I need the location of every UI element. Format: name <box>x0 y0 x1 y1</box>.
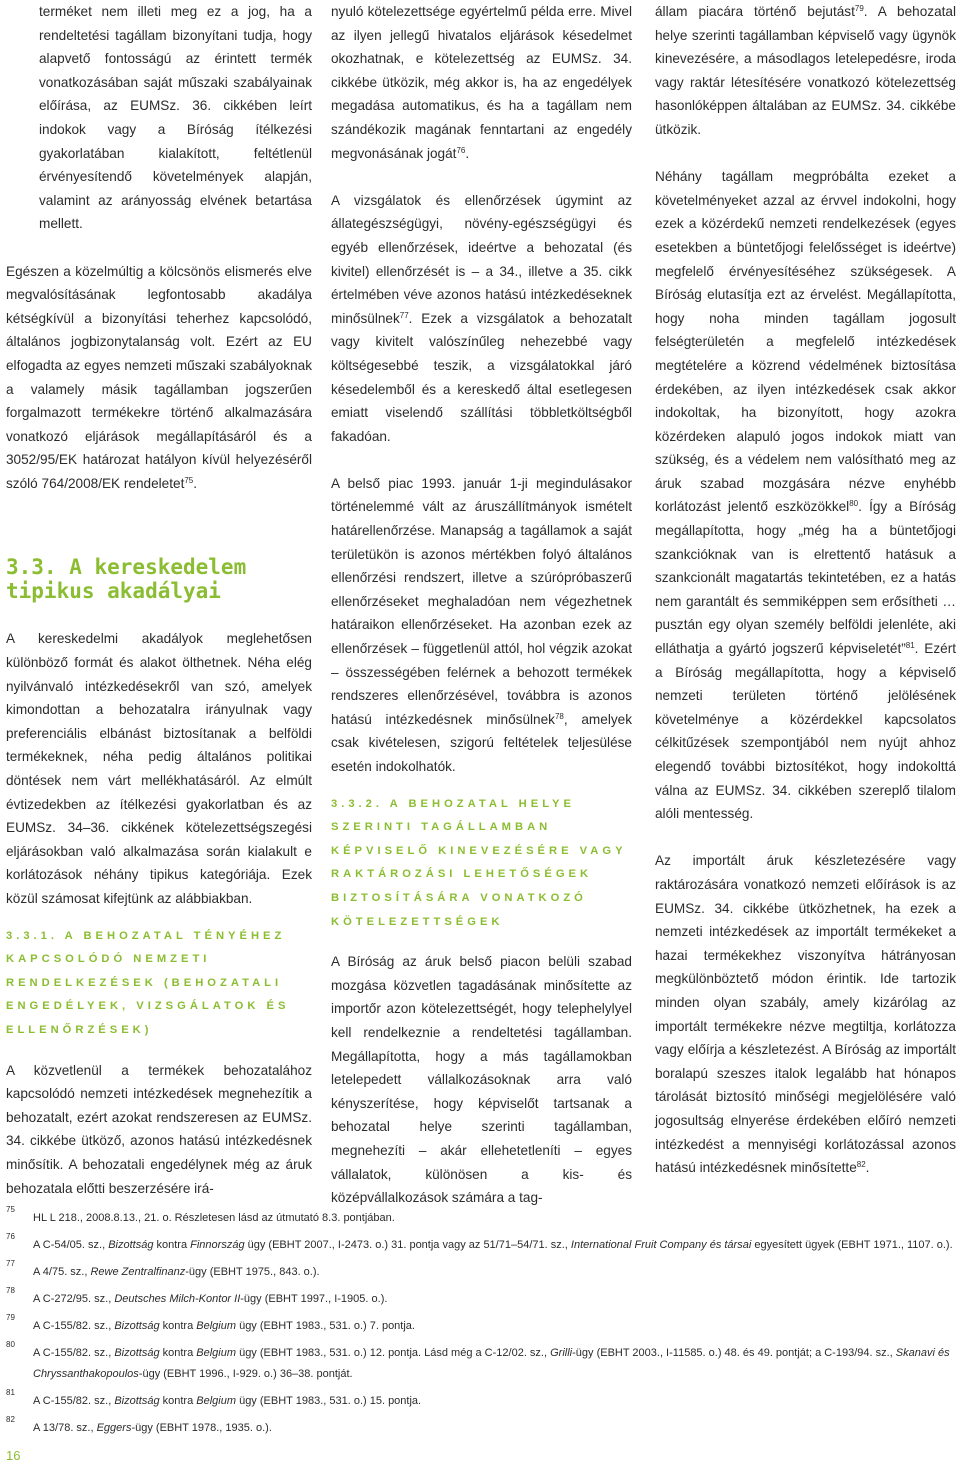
footnote-case-name: Bizottság <box>114 1347 160 1359</box>
paragraph-continuation <box>6 0 312 236</box>
page-number: 16 <box>6 1448 21 1463</box>
paragraph: A közvetlenül a termékek behozatalához kapcsolódó nemzeti intézkedések megnehezítik a behozatalt, ezért azokat rendszeresen az EUMSz. 34. cikkébe ütköző, azonos hatású intézkedésnek minősítik. A behozatali engedélynek még az áruk behozatala előtti beszerzésére irá- <box>6 1062 312 1196</box>
footnote-text: A C-155/82. sz., <box>33 1394 115 1407</box>
footnote-case-name: Rewe Zentralfinanz <box>90 1266 186 1278</box>
footnote-text: ügy (EBHT 1983., 531. o.) 7. pontja. <box>236 1320 415 1332</box>
footnotes <box>6 1205 958 1445</box>
footnote-text: -ügy (EBHT 2003., I-11585. o.) 48. és 49. pontját; a C-193/94. sz., <box>572 1347 896 1359</box>
footnote <box>6 1313 958 1337</box>
footnote-text: ügy (EBHT 1983., 531. o.) 15. pontja. <box>236 1394 422 1407</box>
footnote-case-name: International Fruit Company és társai <box>570 1239 752 1251</box>
paragraph: A Bíróság az áruk belső piacon belüli szabad mozgása közvetlen tagadásának minősítette az importőr azon kötelezettségét, hogy telephelylyel kell rendelkeznie a rendeltetési tagállamban. Megállapította, hogy a más tagállamokban letelepedett vállalkozásoknak arra való kényszerítése, hogy képviselőt tartsanak a behozatal helye szerinti tagállamban, megnehezíti – akár ellehetetleníti – egyes vállalatok, különösen a kis- és középvállalkozások számára a tag- <box>331 954 632 1206</box>
footnote-text: kontra <box>153 1239 191 1251</box>
footnote-ref[interactable]: 81 <box>905 641 915 651</box>
footnote-text: -ügy (EBHT 1978., 1935. o.). <box>131 1421 272 1434</box>
footnote-ref[interactable]: 76 <box>456 145 466 155</box>
footnote-number: 80 <box>6 1340 15 1349</box>
footnote-text: kontra <box>159 1320 197 1332</box>
footnote-text: kontra <box>159 1394 197 1407</box>
footnote-ref[interactable]: 82 <box>856 1160 866 1170</box>
footnote-case-name: Skanavi és Chryssanthakopoulos <box>33 1347 950 1380</box>
footnote <box>6 1387 958 1412</box>
footnote-case-name: Deutsches Milch-Kontor II <box>114 1293 241 1305</box>
paragraph: A belső piac 1993. január 1-ji megindulásakor történelemmé vált az áruszállítmányok ismételt határellenőrzése. Manapság a tagállamok a saját területükön is azonos mértékben folyó általános ellenőrzési rendszert, illetve a szúrópróbaszerű ellenőrzéseket meghaladóan nem végezhetnek határaikon ellenőrzéseket. Ha azonban ezek az ellenőrzések – függetlenül attól, hol végzik azokat – összességében felérnek a behozott termékek rendszeres ellenőrzésével, továbbra is azonos hatású intézkedésnek minősülnek$^{78}$, amelyek csak kivételesen, szigorú feltételek teljesülése esetén indokolhatók. <box>331 475 632 774</box>
footnote-case-name: Belgium <box>196 1394 237 1407</box>
footnote-text: kontra <box>159 1347 197 1359</box>
paragraph: A vizsgálatok és ellenőrzések úgymint az állategészségügyi, növény-egészségügyi és egyéb ellenőrzések, ideértve a behozatal (és kivitel) ellenőrzését is – a 34., illetve a 35. cikk értelmében véve azonos hatású intézkedéseknek minősülnek$^{77}$. Ezek a vizsgálatok a behozatalt vagy kivitelt valószínűleg nehezebbé vagy költségesebbé teszik, a vizsgálatokkal járó késedelemből és a kereskedő által esetlegesen emiatt viselendő szállítási többletköltségből fakadóan. <box>331 192 632 444</box>
footnote <box>6 1259 958 1283</box>
footnote-text: A C-155/82. sz., <box>33 1320 115 1332</box>
footnote-case-name: Belgium <box>196 1347 237 1359</box>
paragraph: Az importált áruk készletezésére vagy raktározására vonatkozó nemzeti előírások is az EUMSz. 34. cikkébe ütközhetnek, ha ezek a nemzeti intézkedések az importált termékeket a hazai termékekhez viszonyítva hátrányosan megkülönböztető módon érintik. Ide tartozik minden olyan szabály, amely kizárólag az importált termékekre nézve megtiltja, korlátozza vagy előírja a készletezést. A Bíróság az importált boralapú szeszes italok legalább hat hónapos tárolását biztosító minőségi megjelölésére való jogosultság elnyerése érdekében előíró nemzeti intézkedést a mennyiségi korlátozással azonos hatású intézkedésnek minősítette$^{82}$. <box>655 853 956 1176</box>
footnote-case-name: Bizottság <box>108 1239 154 1251</box>
footnote-number: 76 <box>6 1232 15 1241</box>
footnote-case-name: Belgium <box>196 1320 237 1332</box>
footnote-ref[interactable]: 75 <box>184 475 194 485</box>
footnote-text: A C-155/82. sz., <box>33 1347 115 1359</box>
footnote-text: A 13/78. sz., <box>33 1421 97 1434</box>
footnote-case-name: Eggers <box>96 1421 132 1434</box>
footnote-ref[interactable]: 78 <box>554 711 564 721</box>
footnote-text: -ügy (EBHT 1996., I-929. o.) 36–38. pontját. <box>138 1367 353 1380</box>
footnote <box>6 1414 958 1439</box>
footnote-text: A C-272/95. sz., <box>33 1293 115 1305</box>
footnote <box>6 1232 958 1256</box>
footnote-case-name: Bizottság <box>114 1394 160 1407</box>
paragraph: nyuló kötelezettsége egyértelmű példa erre. Mivel az ilyen jellegű hivatalos eljárások késedelmet okozhatnak, e kötelezettség az EUMSz. 34. cikkébe ütközik, még akkor is, ha az engedélyek megadása automatikus, és ha a tagállam nem szándékozik magának fenntartani az engedély megvonásának jogát$^{76}$. <box>331 4 632 161</box>
footnote-number: 81 <box>6 1387 15 1397</box>
subsection-heading: 3.3.1. A BEHOZATAL TÉNYÉHEZ KAPCSOLÓDÓ NEMZETI RENDELKEZÉSEK (BEHOZATALI ENGEDÉLYEK, VIZSGÁLATOK ÉS ELLENŐRZÉSEK) <box>6 929 290 1036</box>
footnote-number: 82 <box>6 1414 15 1424</box>
footnote-number: 75 <box>6 1205 15 1214</box>
footnote-text: A 4/75. sz., <box>33 1266 91 1278</box>
footnote-number: 78 <box>6 1286 15 1295</box>
footnote-number: 77 <box>6 1259 15 1268</box>
footnote-text: egyesített ügyek (EBHT 1971., 1107. o.). <box>751 1239 953 1251</box>
footnote-text: -ügy (EBHT 1997., I-1905. o.). <box>240 1293 388 1305</box>
footnote-text: HL L 218., 2008.8.13., 21. o. Részletesen lásd az útmutató 8.3. pontjában. <box>33 1212 395 1224</box>
footnote-case-name: Bizottság <box>114 1320 160 1332</box>
paragraph: Egészen a közelmúltig a kölcsönös elismerés elve megvalósításának legfontosabb akadálya kétségkívül a bizonyítási teherhez kapcsolódó, általános jogbizonytalanság volt. Ezért az EU elfogadta az egyes nemzeti műszaki szabályoknak a valamely másik tagállamban jogszerűen forgalmazott termékekre történő alkalmazására vonatkozó eljárások megállapításáról és a 3052/95/EK határozat hatályon kívül helyezéséről szóló 764/2008/EK rendeletet$^{75}$. <box>6 263 312 491</box>
paragraph: A kereskedelmi akadályok meglehetősen különböző formát és alakot ölthetnek. Néha elég nyilvánvaló intézkedésekről van szó, amelyek kimondottan a behozatalra irányulnak vagy preferenciális elbánást biztosítanak a belföldi termékeknek, néha pedig általános politikai döntések nem várt mellékhatásáról. Az elmúlt évtizedekben az ítélkezési gyakorlatban és az EUMSz. 34–36. cikkének kötelezettségszegési eljárásokban való alkalmazása során kialakult e korlátozások néhány tipikus kategóriája. Ezek közül számosat kifejtünk az alábbiakban. <box>6 631 312 906</box>
column-3 <box>655 0 956 1180</box>
column-2 <box>331 0 632 1210</box>
paragraph: Néhány tagállam megpróbálta ezeket a követelményeket azzal az érvvel indokolni, hogy ezek a közérdekű nemzeti rendelkezések (egyes esetekben a büntetőjogi felelősséget is ideértve) megfelelő érvényesítéséhez szükségesek. A Bíróság elutasítja ezt az érvelést. Megállapította, hogy noha minden tagállam jogosult felségterületén a megfelelő intézkedések megtételére a közrend védelmének biztosítása érdekében, az ilyen intézkedések csak akkor indokoltak, ha bizonyított, hogy azokra közérdeken alapuló jogos indokok miatt van szükség, és a védelem nem valósítható meg az áruk szabad mozgására nézve enyhébb korlátozást jelentő eszközökkel$^{80}$. Így a Bíróság megállapította, hogy „még ha a büntetőjogi szankcióknak van is elrettentő hatásuk a szankcionált magatartás tekintetében, ez a hatás nem garantált és semmiképpen sem erősítheti … pusztán egy olyan személy belföldi jelenléte, aki elláthatja a gyártó jogszerű képviseletét”$^{81}$. Ezért a Bíróság megállapította, hogy a képviselő nemzeti területen történő jelölésének követelménye a közérdekkel kapcsolatos célkitűzések szempontjából nem nyújt ahhoz elegendő további biztosítékot, hogy indokolttá válna az EUMSz. 34. cikkében szereplő tilalom alóli mentesség. <box>655 169 957 822</box>
footnote <box>6 1205 958 1229</box>
footnote-text: A C-54/05. sz., <box>33 1239 109 1251</box>
paragraph: állam piacára történő bejutást$^{79}$. A behozatal helye szerinti tagállamban képviselő vagy ügynök kinevezésére, a másodlagos letelepedésre, iroda vagy raktár létesítésére vonatkozó kötelezettség hasonlóképpen általában az EUMSz. 34. cikkébe ütközik. <box>655 4 956 137</box>
section-heading: 3.3. A kereskedelem tipikus akadályai <box>6 555 247 604</box>
footnote-case-name: Finnország <box>190 1239 245 1251</box>
footnote <box>6 1340 958 1384</box>
footnote-case-name: Grilli <box>550 1347 573 1359</box>
footnote-text: ügy (EBHT 2007., I-2473. o.) 31. pontja vagy az 51/71–54/71. sz., <box>244 1239 571 1251</box>
footnote-text: ügy (EBHT 1983., 531. o.) 12. pontja. Lásd még a C-12/02. sz., <box>236 1347 551 1359</box>
footnote-text: -ügy (EBHT 1975., 843. o.). <box>185 1266 320 1278</box>
column-1 <box>6 0 312 1200</box>
footnote-ref[interactable]: 80 <box>849 499 859 509</box>
footnote-ref[interactable]: 77 <box>399 310 409 320</box>
footnote-ref[interactable]: 79 <box>854 4 864 13</box>
subsection-heading: 3.3.2. A BEHOZATAL HELYE SZERINTI TAGÁLLAMBAN KÉPVISELŐ KINEVEZÉSÉRE VAGY RAKTÁROZÁSI LEHETŐSÉGEK BIZTOSÍTÁSÁRA VONATKOZÓ KÖTELEZETTSÉGEK <box>331 797 627 928</box>
footnote <box>6 1286 958 1310</box>
footnote-number: 79 <box>6 1313 15 1322</box>
paragraph-text: terméket nem illeti meg ez a jog, ha a rendeltetési tagállam bizonyítani tudja, hogy alapvető fontosságú az érintett termék vonatkozásában saját műszaki szabályainak előírása, az EUMSz. 36. cikkében leírt indokok vagy a Bíróság ítélkezési gyakorlatában kialakított, feltétlenül érvényesítendő követelmények alapján, valamint az arányosság elvének betartása mellett. <box>39 4 312 232</box>
